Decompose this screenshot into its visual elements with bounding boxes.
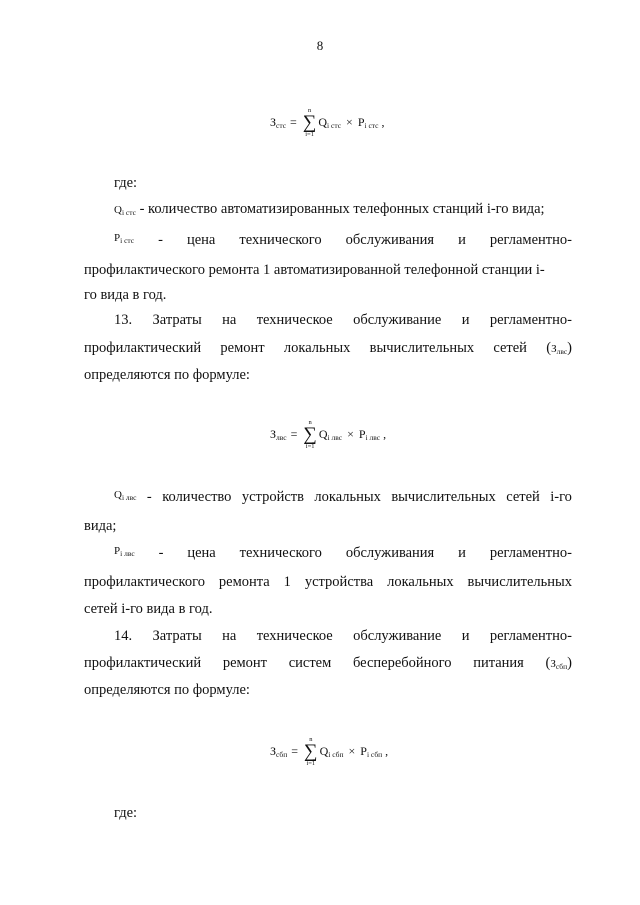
definition-p-lvs: $P_{i лвс}$ - цена технического обслуживания и регламентно- [114,545,572,561]
text-line: определяются по формуле: [84,367,250,383]
formula-q: $Q_{i стс}$ [318,115,342,130]
text-line: профилактического ремонта 1 автоматизированной телефонной станции i- [84,262,545,278]
definition-p-stc: $P_{i стс}$ - цена технического обслуживания и регламентно- [114,232,572,248]
times-sign: × [347,427,354,441]
formula-stc [270,107,385,138]
item-13-heading: 13. Затраты на техническое обслуживание и регламентно- [114,312,572,328]
symbol-p: $P_{i стс}$ [114,232,135,245]
inline-symbol: $(З_{сбп})$ [545,655,572,671]
times-sign: × [346,115,353,129]
formula-p: $P_{i стс}$ [357,115,379,130]
text-line: профилактического ремонта 1 устройства локальных вычислительных [84,574,572,590]
sum-operator: n ∑ i=1 [304,736,318,767]
sum-operator: n ∑ i=1 [303,419,317,450]
text-line: определяются по формуле: [84,682,250,698]
formula-p: $P_{i сбп}$ [360,744,383,759]
where-label: где: [114,805,138,821]
formula-lhs: $З_{лвс}$ [270,427,287,442]
symbol-q: $Q_{i стс}$ [114,204,136,217]
item-13-line: профилактический ремонт локальных вычислительных сетей $(З_{лвс})$ [84,340,572,356]
formula-q: $Q_{i сбп}$ [319,744,344,759]
inline-symbol: $(З_{лвс})$ [546,340,572,356]
formula-lhs: $З_{стс}$ [270,115,287,130]
definition-q-lvs: $Q_{i лвс}$ - количество устройств локальных вычислительных сетей i-го [114,489,572,505]
equals-sign: = [291,744,299,758]
formula-comma: , [383,427,387,441]
definition-text: - количество автоматизированных телефонных станций i-го вида; [139,201,545,217]
item-14-line: профилактический ремонт систем бесперебойного питания $(З_{сбп})$ [84,655,572,671]
formula-sbp [270,736,388,767]
formula-q: $Q_{i лвс}$ [318,427,343,442]
formula-comma: , [381,115,385,129]
text-line: го вида в год. [84,287,167,303]
formula-comma: , [385,744,389,758]
symbol-q: $Q_{i лвс}$ [114,489,137,502]
equals-sign: = [290,115,297,129]
text-line: вида; [84,518,117,534]
formula-lvs [270,419,386,450]
definition-q-stc [114,201,572,218]
text-line: сетей i-го вида в год. [84,601,213,617]
equals-sign: = [290,427,298,441]
sum-operator: n ∑ i=1 [302,107,317,138]
page-number: 8 [316,38,324,53]
times-sign: × [348,744,356,758]
symbol-p: $P_{i лвс}$ [114,545,135,558]
formula-lhs: $З_{сбп}$ [270,744,288,759]
formula-p: $P_{i лвс}$ [358,427,381,442]
item-14-heading: 14. Затраты на техническое обслуживание и регламентно- [114,628,572,644]
where-label: где: [114,175,138,191]
